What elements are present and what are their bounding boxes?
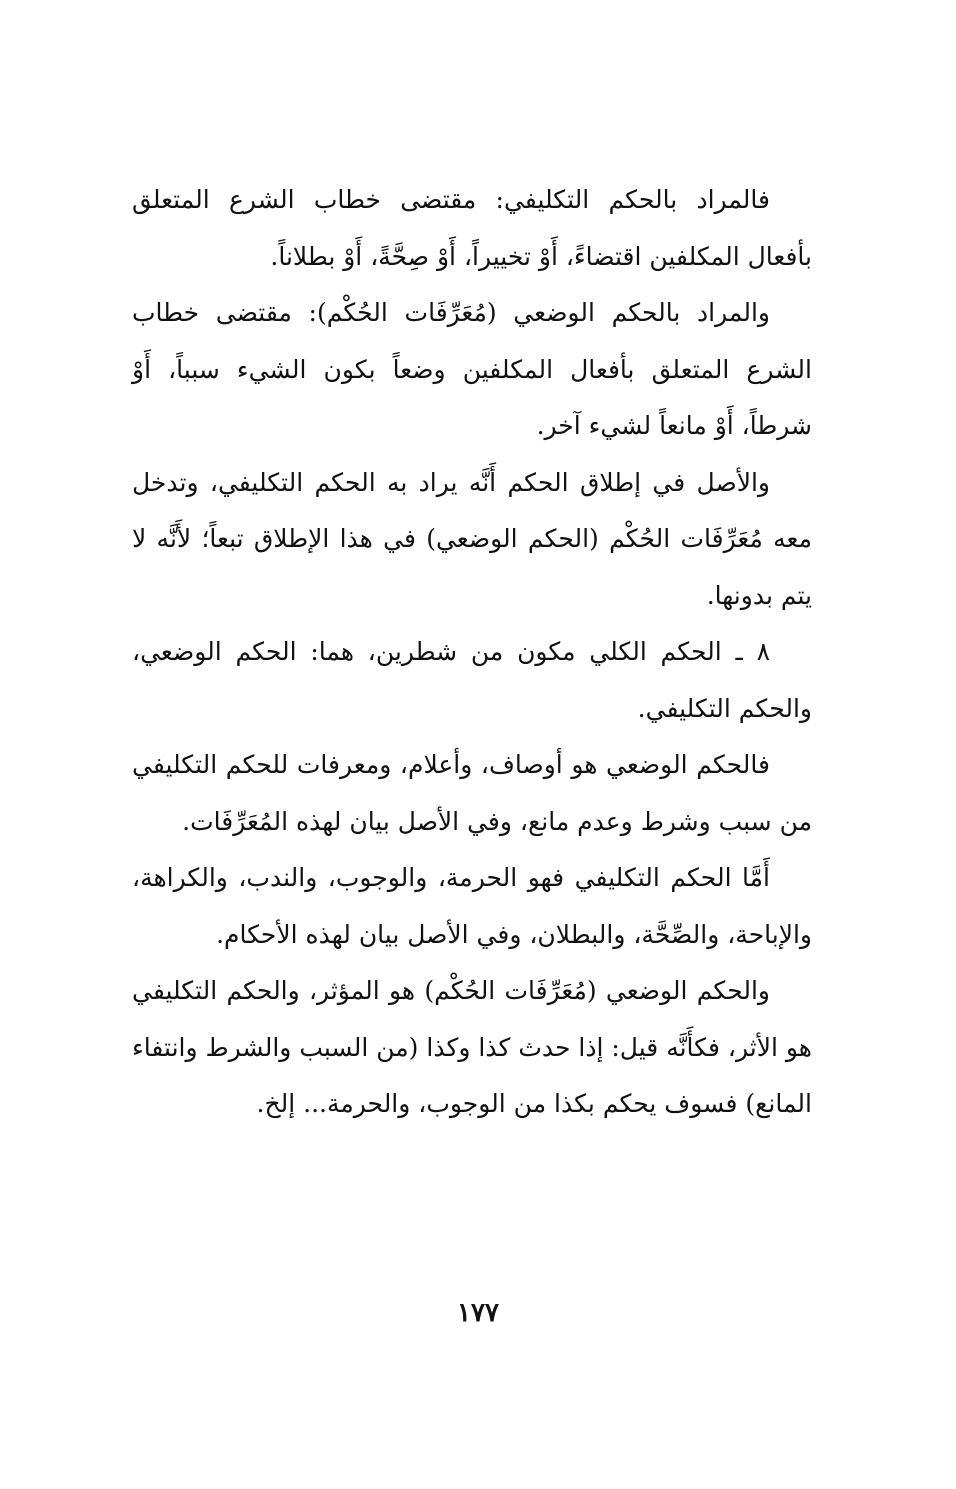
paragraph-point-8: ٨ ـ الحكم الكلي مكون من شطرين، هما: الحكم الوضعي، والحكم التكليفي.: [132, 637, 812, 723]
paragraph-taklifi-description: أَمَّا الحكم التكليفي فهو الحرمة، والوجوب، والندب، والكراهة، والإباحة، والصِّحَّة، والبطلان، وفي الأصل بيان لهذه الأحكام.: [132, 863, 812, 949]
paragraph-wadi-description: فالحكم الوضعي هو أوصاف، وأعلام، ومعرفات للحكم التكليفي من سبب وشرط وعدم مانع، وفي الأصل بيان لهذه المُعَرِّفَات.: [132, 750, 812, 836]
paragraph-taklifi-definition: فالمراد بالحكم التكليفي: مقتضى خطاب الشرع المتعلق بأفعال المكلفين اقتضاءً، أَوْ تخييراً، أَوْ صِحَّةً، أَوْ بطلاناً.: [132, 185, 812, 271]
paragraph-cause-effect: والحكم الوضعي (مُعَرِّفَات الحُكْم) هو المؤثر، والحكم التكليفي هو الأثر، فكأَنَّه قيل: إذا حدث كذا وكذا (من السبب والشرط وانتفاء المانع) فسوف يحكم بكذا من الوجوب، والحرمة... إلخ.: [132, 976, 812, 1118]
body-text: [132, 172, 812, 1133]
page-number: ١٧٧: [457, 1298, 499, 1328]
paragraph-wadi-definition: والمراد بالحكم الوضعي (مُعَرِّفَات الحُكْم): مقتضى خطاب الشرع المتعلق بأفعال المكلفين وضعاً بكون الشيء سبباً، أَوْ شرطاً، أَوْ مانعاً لشيء آخر.: [132, 298, 812, 440]
paragraph-general-usage: والأصل في إطلاق الحكم أَنَّه يراد به الحكم التكليفي، وتدخل معه مُعَرِّفَات الحُكْم (الحكم الوضعي) في هذا الإطلاق تبعاً؛ لأَنَّه لا يتم بدونها.: [132, 467, 812, 610]
